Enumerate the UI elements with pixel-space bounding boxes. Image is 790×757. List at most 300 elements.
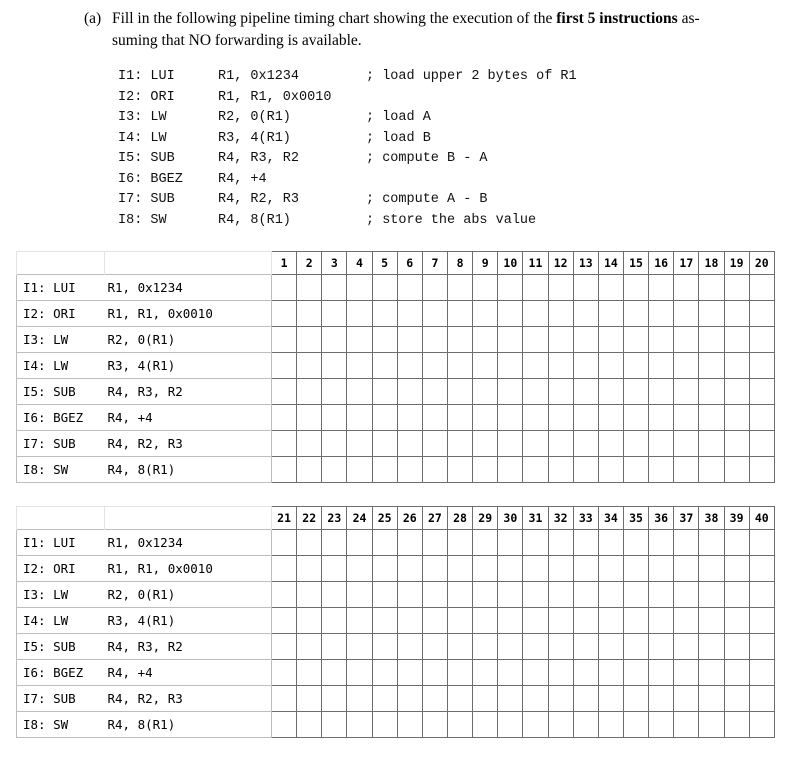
pipeline-stage-cell[interactable] bbox=[372, 301, 397, 327]
pipeline-stage-cell[interactable] bbox=[724, 405, 749, 431]
pipeline-stage-cell[interactable] bbox=[623, 686, 648, 712]
pipeline-stage-cell[interactable] bbox=[347, 457, 372, 483]
pipeline-stage-cell[interactable] bbox=[699, 530, 724, 556]
pipeline-stage-cell[interactable] bbox=[447, 582, 472, 608]
pipeline-stage-cell[interactable] bbox=[674, 353, 699, 379]
pipeline-stage-cell[interactable] bbox=[372, 457, 397, 483]
pipeline-stage-cell[interactable] bbox=[699, 431, 724, 457]
pipeline-stage-cell[interactable] bbox=[724, 608, 749, 634]
pipeline-stage-cell[interactable] bbox=[297, 712, 322, 738]
pipeline-stage-cell[interactable] bbox=[422, 582, 447, 608]
pipeline-stage-cell[interactable] bbox=[422, 379, 447, 405]
pipeline-stage-cell[interactable] bbox=[623, 353, 648, 379]
pipeline-stage-cell[interactable] bbox=[498, 686, 523, 712]
pipeline-stage-cell[interactable] bbox=[598, 608, 623, 634]
pipeline-stage-cell[interactable] bbox=[272, 353, 297, 379]
pipeline-stage-cell[interactable] bbox=[347, 634, 372, 660]
pipeline-stage-cell[interactable] bbox=[397, 431, 422, 457]
pipeline-stage-cell[interactable] bbox=[749, 457, 774, 483]
pipeline-stage-cell[interactable] bbox=[674, 608, 699, 634]
pipeline-stage-cell[interactable] bbox=[473, 405, 498, 431]
pipeline-stage-cell[interactable] bbox=[397, 530, 422, 556]
pipeline-stage-cell[interactable] bbox=[573, 431, 598, 457]
pipeline-stage-cell[interactable] bbox=[473, 556, 498, 582]
pipeline-stage-cell[interactable] bbox=[548, 457, 573, 483]
pipeline-stage-cell[interactable] bbox=[372, 686, 397, 712]
pipeline-stage-cell[interactable] bbox=[447, 530, 472, 556]
pipeline-stage-cell[interactable] bbox=[297, 301, 322, 327]
pipeline-stage-cell[interactable] bbox=[523, 686, 548, 712]
pipeline-stage-cell[interactable] bbox=[473, 457, 498, 483]
pipeline-stage-cell[interactable] bbox=[372, 634, 397, 660]
pipeline-stage-cell[interactable] bbox=[548, 275, 573, 301]
pipeline-stage-cell[interactable] bbox=[649, 457, 674, 483]
pipeline-stage-cell[interactable] bbox=[422, 660, 447, 686]
pipeline-stage-cell[interactable] bbox=[623, 712, 648, 738]
pipeline-stage-cell[interactable] bbox=[623, 327, 648, 353]
pipeline-stage-cell[interactable] bbox=[297, 327, 322, 353]
pipeline-stage-cell[interactable] bbox=[749, 686, 774, 712]
pipeline-stage-cell[interactable] bbox=[498, 660, 523, 686]
pipeline-stage-cell[interactable] bbox=[272, 686, 297, 712]
pipeline-stage-cell[interactable] bbox=[498, 457, 523, 483]
pipeline-stage-cell[interactable] bbox=[347, 582, 372, 608]
pipeline-stage-cell[interactable] bbox=[397, 712, 422, 738]
pipeline-stage-cell[interactable] bbox=[724, 301, 749, 327]
pipeline-stage-cell[interactable] bbox=[573, 530, 598, 556]
pipeline-stage-cell[interactable] bbox=[447, 379, 472, 405]
pipeline-stage-cell[interactable] bbox=[548, 712, 573, 738]
pipeline-stage-cell[interactable] bbox=[598, 660, 623, 686]
pipeline-stage-cell[interactable] bbox=[447, 405, 472, 431]
pipeline-stage-cell[interactable] bbox=[297, 275, 322, 301]
pipeline-stage-cell[interactable] bbox=[598, 275, 623, 301]
pipeline-stage-cell[interactable] bbox=[397, 301, 422, 327]
pipeline-stage-cell[interactable] bbox=[573, 582, 598, 608]
pipeline-stage-cell[interactable] bbox=[548, 379, 573, 405]
pipeline-stage-cell[interactable] bbox=[422, 275, 447, 301]
pipeline-stage-cell[interactable] bbox=[322, 431, 347, 457]
pipeline-stage-cell[interactable] bbox=[724, 660, 749, 686]
pipeline-stage-cell[interactable] bbox=[548, 556, 573, 582]
pipeline-stage-cell[interactable] bbox=[372, 379, 397, 405]
pipeline-stage-cell[interactable] bbox=[347, 608, 372, 634]
pipeline-stage-cell[interactable] bbox=[699, 327, 724, 353]
pipeline-stage-cell[interactable] bbox=[347, 686, 372, 712]
pipeline-stage-cell[interactable] bbox=[397, 582, 422, 608]
pipeline-stage-cell[interactable] bbox=[473, 686, 498, 712]
pipeline-stage-cell[interactable] bbox=[523, 556, 548, 582]
pipeline-stage-cell[interactable] bbox=[498, 608, 523, 634]
pipeline-stage-cell[interactable] bbox=[422, 712, 447, 738]
pipeline-stage-cell[interactable] bbox=[699, 712, 724, 738]
pipeline-stage-cell[interactable] bbox=[422, 686, 447, 712]
pipeline-stage-cell[interactable] bbox=[347, 275, 372, 301]
pipeline-stage-cell[interactable] bbox=[272, 556, 297, 582]
pipeline-stage-cell[interactable] bbox=[498, 327, 523, 353]
pipeline-stage-cell[interactable] bbox=[397, 608, 422, 634]
pipeline-stage-cell[interactable] bbox=[473, 275, 498, 301]
pipeline-stage-cell[interactable] bbox=[749, 405, 774, 431]
pipeline-stage-cell[interactable] bbox=[623, 660, 648, 686]
pipeline-stage-cell[interactable] bbox=[272, 379, 297, 405]
pipeline-stage-cell[interactable] bbox=[598, 530, 623, 556]
pipeline-stage-cell[interactable] bbox=[548, 634, 573, 660]
pipeline-stage-cell[interactable] bbox=[523, 608, 548, 634]
pipeline-stage-cell[interactable] bbox=[372, 405, 397, 431]
pipeline-stage-cell[interactable] bbox=[447, 457, 472, 483]
pipeline-stage-cell[interactable] bbox=[347, 431, 372, 457]
pipeline-stage-cell[interactable] bbox=[498, 405, 523, 431]
pipeline-stage-cell[interactable] bbox=[623, 608, 648, 634]
pipeline-stage-cell[interactable] bbox=[674, 686, 699, 712]
pipeline-stage-cell[interactable] bbox=[548, 608, 573, 634]
pipeline-stage-cell[interactable] bbox=[699, 405, 724, 431]
pipeline-stage-cell[interactable] bbox=[573, 327, 598, 353]
pipeline-stage-cell[interactable] bbox=[649, 301, 674, 327]
pipeline-stage-cell[interactable] bbox=[372, 353, 397, 379]
pipeline-stage-cell[interactable] bbox=[498, 556, 523, 582]
pipeline-stage-cell[interactable] bbox=[674, 556, 699, 582]
pipeline-stage-cell[interactable] bbox=[623, 431, 648, 457]
pipeline-stage-cell[interactable] bbox=[699, 608, 724, 634]
pipeline-stage-cell[interactable] bbox=[347, 660, 372, 686]
pipeline-stage-cell[interactable] bbox=[649, 353, 674, 379]
pipeline-stage-cell[interactable] bbox=[523, 301, 548, 327]
pipeline-stage-cell[interactable] bbox=[523, 712, 548, 738]
pipeline-stage-cell[interactable] bbox=[372, 582, 397, 608]
pipeline-stage-cell[interactable] bbox=[322, 686, 347, 712]
pipeline-stage-cell[interactable] bbox=[473, 634, 498, 660]
pipeline-stage-cell[interactable] bbox=[322, 275, 347, 301]
pipeline-stage-cell[interactable] bbox=[749, 634, 774, 660]
pipeline-stage-cell[interactable] bbox=[623, 301, 648, 327]
pipeline-stage-cell[interactable] bbox=[699, 582, 724, 608]
pipeline-stage-cell[interactable] bbox=[649, 530, 674, 556]
pipeline-stage-cell[interactable] bbox=[724, 712, 749, 738]
pipeline-stage-cell[interactable] bbox=[372, 712, 397, 738]
pipeline-stage-cell[interactable] bbox=[447, 556, 472, 582]
pipeline-stage-cell[interactable] bbox=[548, 405, 573, 431]
pipeline-stage-cell[interactable] bbox=[322, 353, 347, 379]
pipeline-stage-cell[interactable] bbox=[749, 530, 774, 556]
pipeline-stage-cell[interactable] bbox=[649, 556, 674, 582]
pipeline-stage-cell[interactable] bbox=[473, 660, 498, 686]
pipeline-stage-cell[interactable] bbox=[473, 712, 498, 738]
pipeline-stage-cell[interactable] bbox=[272, 301, 297, 327]
pipeline-stage-cell[interactable] bbox=[724, 327, 749, 353]
pipeline-stage-cell[interactable] bbox=[523, 275, 548, 301]
pipeline-stage-cell[interactable] bbox=[573, 405, 598, 431]
pipeline-stage-cell[interactable] bbox=[322, 457, 347, 483]
pipeline-stage-cell[interactable] bbox=[548, 660, 573, 686]
pipeline-stage-cell[interactable] bbox=[649, 582, 674, 608]
pipeline-stage-cell[interactable] bbox=[523, 634, 548, 660]
pipeline-stage-cell[interactable] bbox=[297, 405, 322, 431]
pipeline-stage-cell[interactable] bbox=[623, 556, 648, 582]
pipeline-stage-cell[interactable] bbox=[272, 327, 297, 353]
pipeline-stage-cell[interactable] bbox=[447, 686, 472, 712]
pipeline-stage-cell[interactable] bbox=[749, 582, 774, 608]
pipeline-stage-cell[interactable] bbox=[724, 457, 749, 483]
pipeline-stage-cell[interactable] bbox=[523, 530, 548, 556]
pipeline-stage-cell[interactable] bbox=[548, 353, 573, 379]
pipeline-stage-cell[interactable] bbox=[674, 405, 699, 431]
pipeline-stage-cell[interactable] bbox=[447, 275, 472, 301]
pipeline-stage-cell[interactable] bbox=[372, 608, 397, 634]
pipeline-stage-cell[interactable] bbox=[473, 608, 498, 634]
pipeline-stage-cell[interactable] bbox=[573, 608, 598, 634]
pipeline-stage-cell[interactable] bbox=[674, 660, 699, 686]
pipeline-stage-cell[interactable] bbox=[272, 457, 297, 483]
pipeline-stage-cell[interactable] bbox=[749, 327, 774, 353]
pipeline-stage-cell[interactable] bbox=[272, 405, 297, 431]
pipeline-stage-cell[interactable] bbox=[548, 686, 573, 712]
pipeline-stage-cell[interactable] bbox=[699, 379, 724, 405]
pipeline-stage-cell[interactable] bbox=[347, 405, 372, 431]
pipeline-stage-cell[interactable] bbox=[297, 556, 322, 582]
pipeline-stage-cell[interactable] bbox=[548, 431, 573, 457]
pipeline-stage-cell[interactable] bbox=[347, 379, 372, 405]
pipeline-stage-cell[interactable] bbox=[473, 379, 498, 405]
pipeline-stage-cell[interactable] bbox=[598, 582, 623, 608]
pipeline-stage-cell[interactable] bbox=[372, 556, 397, 582]
pipeline-stage-cell[interactable] bbox=[573, 379, 598, 405]
pipeline-stage-cell[interactable] bbox=[422, 301, 447, 327]
pipeline-stage-cell[interactable] bbox=[322, 379, 347, 405]
pipeline-stage-cell[interactable] bbox=[649, 712, 674, 738]
pipeline-stage-cell[interactable] bbox=[422, 608, 447, 634]
pipeline-stage-cell[interactable] bbox=[498, 530, 523, 556]
pipeline-stage-cell[interactable] bbox=[749, 275, 774, 301]
pipeline-stage-cell[interactable] bbox=[649, 275, 674, 301]
pipeline-stage-cell[interactable] bbox=[297, 634, 322, 660]
pipeline-stage-cell[interactable] bbox=[598, 327, 623, 353]
pipeline-stage-cell[interactable] bbox=[397, 275, 422, 301]
pipeline-stage-cell[interactable] bbox=[548, 327, 573, 353]
pipeline-stage-cell[interactable] bbox=[422, 530, 447, 556]
pipeline-stage-cell[interactable] bbox=[523, 660, 548, 686]
pipeline-stage-cell[interactable] bbox=[699, 686, 724, 712]
pipeline-stage-cell[interactable] bbox=[498, 301, 523, 327]
pipeline-stage-cell[interactable] bbox=[347, 353, 372, 379]
pipeline-stage-cell[interactable] bbox=[347, 301, 372, 327]
pipeline-stage-cell[interactable] bbox=[674, 457, 699, 483]
pipeline-stage-cell[interactable] bbox=[623, 530, 648, 556]
pipeline-stage-cell[interactable] bbox=[598, 379, 623, 405]
pipeline-stage-cell[interactable] bbox=[573, 634, 598, 660]
pipeline-stage-cell[interactable] bbox=[473, 327, 498, 353]
pipeline-stage-cell[interactable] bbox=[598, 405, 623, 431]
pipeline-stage-cell[interactable] bbox=[649, 608, 674, 634]
pipeline-stage-cell[interactable] bbox=[749, 379, 774, 405]
pipeline-stage-cell[interactable] bbox=[297, 379, 322, 405]
pipeline-stage-cell[interactable] bbox=[598, 556, 623, 582]
pipeline-stage-cell[interactable] bbox=[573, 712, 598, 738]
pipeline-stage-cell[interactable] bbox=[674, 275, 699, 301]
pipeline-stage-cell[interactable] bbox=[297, 353, 322, 379]
pipeline-stage-cell[interactable] bbox=[598, 634, 623, 660]
pipeline-stage-cell[interactable] bbox=[598, 712, 623, 738]
pipeline-stage-cell[interactable] bbox=[548, 582, 573, 608]
pipeline-stage-cell[interactable] bbox=[422, 634, 447, 660]
pipeline-stage-cell[interactable] bbox=[523, 457, 548, 483]
pipeline-stage-cell[interactable] bbox=[573, 457, 598, 483]
pipeline-stage-cell[interactable] bbox=[724, 556, 749, 582]
pipeline-stage-cell[interactable] bbox=[573, 660, 598, 686]
pipeline-stage-cell[interactable] bbox=[649, 686, 674, 712]
pipeline-stage-cell[interactable] bbox=[649, 431, 674, 457]
pipeline-stage-cell[interactable] bbox=[649, 634, 674, 660]
pipeline-stage-cell[interactable] bbox=[297, 431, 322, 457]
pipeline-stage-cell[interactable] bbox=[272, 608, 297, 634]
pipeline-stage-cell[interactable] bbox=[272, 530, 297, 556]
pipeline-stage-cell[interactable] bbox=[598, 457, 623, 483]
pipeline-stage-cell[interactable] bbox=[372, 275, 397, 301]
pipeline-stage-cell[interactable] bbox=[523, 379, 548, 405]
pipeline-stage-cell[interactable] bbox=[498, 379, 523, 405]
pipeline-stage-cell[interactable] bbox=[272, 275, 297, 301]
pipeline-stage-cell[interactable] bbox=[523, 327, 548, 353]
pipeline-stage-cell[interactable] bbox=[699, 634, 724, 660]
pipeline-stage-cell[interactable] bbox=[523, 405, 548, 431]
pipeline-stage-cell[interactable] bbox=[674, 379, 699, 405]
pipeline-stage-cell[interactable] bbox=[372, 660, 397, 686]
pipeline-stage-cell[interactable] bbox=[297, 608, 322, 634]
pipeline-stage-cell[interactable] bbox=[573, 275, 598, 301]
pipeline-stage-cell[interactable] bbox=[674, 582, 699, 608]
pipeline-stage-cell[interactable] bbox=[372, 327, 397, 353]
pipeline-stage-cell[interactable] bbox=[523, 431, 548, 457]
pipeline-stage-cell[interactable] bbox=[322, 660, 347, 686]
pipeline-stage-cell[interactable] bbox=[573, 353, 598, 379]
pipeline-stage-cell[interactable] bbox=[724, 379, 749, 405]
pipeline-stage-cell[interactable] bbox=[623, 405, 648, 431]
pipeline-stage-cell[interactable] bbox=[473, 353, 498, 379]
pipeline-stage-cell[interactable] bbox=[272, 712, 297, 738]
pipeline-stage-cell[interactable] bbox=[674, 327, 699, 353]
pipeline-stage-cell[interactable] bbox=[724, 353, 749, 379]
pipeline-stage-cell[interactable] bbox=[623, 275, 648, 301]
pipeline-stage-cell[interactable] bbox=[573, 686, 598, 712]
pipeline-stage-cell[interactable] bbox=[447, 634, 472, 660]
pipeline-stage-cell[interactable] bbox=[699, 301, 724, 327]
pipeline-stage-cell[interactable] bbox=[573, 301, 598, 327]
pipeline-stage-cell[interactable] bbox=[649, 405, 674, 431]
pipeline-stage-cell[interactable] bbox=[699, 353, 724, 379]
pipeline-stage-cell[interactable] bbox=[447, 431, 472, 457]
pipeline-stage-cell[interactable] bbox=[447, 327, 472, 353]
pipeline-stage-cell[interactable] bbox=[447, 301, 472, 327]
pipeline-stage-cell[interactable] bbox=[422, 405, 447, 431]
pipeline-stage-cell[interactable] bbox=[649, 660, 674, 686]
pipeline-stage-cell[interactable] bbox=[749, 353, 774, 379]
pipeline-stage-cell[interactable] bbox=[297, 660, 322, 686]
pipeline-stage-cell[interactable] bbox=[623, 634, 648, 660]
pipeline-stage-cell[interactable] bbox=[322, 634, 347, 660]
pipeline-stage-cell[interactable] bbox=[447, 712, 472, 738]
pipeline-stage-cell[interactable] bbox=[297, 582, 322, 608]
pipeline-stage-cell[interactable] bbox=[422, 353, 447, 379]
pipeline-stage-cell[interactable] bbox=[372, 431, 397, 457]
pipeline-stage-cell[interactable] bbox=[523, 582, 548, 608]
pipeline-stage-cell[interactable] bbox=[397, 379, 422, 405]
pipeline-stage-cell[interactable] bbox=[724, 582, 749, 608]
pipeline-stage-cell[interactable] bbox=[322, 530, 347, 556]
pipeline-stage-cell[interactable] bbox=[322, 712, 347, 738]
pipeline-stage-cell[interactable] bbox=[623, 379, 648, 405]
pipeline-stage-cell[interactable] bbox=[297, 457, 322, 483]
pipeline-stage-cell[interactable] bbox=[397, 686, 422, 712]
pipeline-stage-cell[interactable] bbox=[699, 660, 724, 686]
pipeline-stage-cell[interactable] bbox=[397, 457, 422, 483]
pipeline-stage-cell[interactable] bbox=[724, 275, 749, 301]
pipeline-stage-cell[interactable] bbox=[422, 431, 447, 457]
pipeline-stage-cell[interactable] bbox=[749, 301, 774, 327]
pipeline-stage-cell[interactable] bbox=[598, 431, 623, 457]
pipeline-stage-cell[interactable] bbox=[347, 530, 372, 556]
pipeline-stage-cell[interactable] bbox=[724, 530, 749, 556]
pipeline-stage-cell[interactable] bbox=[623, 457, 648, 483]
pipeline-stage-cell[interactable] bbox=[422, 457, 447, 483]
pipeline-stage-cell[interactable] bbox=[297, 530, 322, 556]
pipeline-stage-cell[interactable] bbox=[498, 275, 523, 301]
pipeline-stage-cell[interactable] bbox=[674, 634, 699, 660]
pipeline-stage-cell[interactable] bbox=[749, 431, 774, 457]
pipeline-stage-cell[interactable] bbox=[447, 608, 472, 634]
pipeline-stage-cell[interactable] bbox=[347, 712, 372, 738]
pipeline-stage-cell[interactable] bbox=[498, 353, 523, 379]
pipeline-stage-cell[interactable] bbox=[523, 353, 548, 379]
pipeline-stage-cell[interactable] bbox=[397, 634, 422, 660]
pipeline-stage-cell[interactable] bbox=[272, 582, 297, 608]
pipeline-stage-cell[interactable] bbox=[297, 686, 322, 712]
pipeline-stage-cell[interactable] bbox=[372, 530, 397, 556]
pipeline-stage-cell[interactable] bbox=[724, 634, 749, 660]
pipeline-stage-cell[interactable] bbox=[397, 556, 422, 582]
pipeline-stage-cell[interactable] bbox=[447, 353, 472, 379]
pipeline-stage-cell[interactable] bbox=[322, 327, 347, 353]
pipeline-stage-cell[interactable] bbox=[322, 301, 347, 327]
pipeline-stage-cell[interactable] bbox=[724, 431, 749, 457]
pipeline-stage-cell[interactable] bbox=[397, 660, 422, 686]
pipeline-stage-cell[interactable] bbox=[397, 327, 422, 353]
pipeline-stage-cell[interactable] bbox=[749, 660, 774, 686]
pipeline-stage-cell[interactable] bbox=[447, 660, 472, 686]
pipeline-stage-cell[interactable] bbox=[674, 301, 699, 327]
pipeline-stage-cell[interactable] bbox=[749, 556, 774, 582]
pipeline-stage-cell[interactable] bbox=[699, 556, 724, 582]
pipeline-stage-cell[interactable] bbox=[322, 405, 347, 431]
pipeline-stage-cell[interactable] bbox=[498, 634, 523, 660]
pipeline-stage-cell[interactable] bbox=[422, 327, 447, 353]
pipeline-stage-cell[interactable] bbox=[322, 582, 347, 608]
pipeline-stage-cell[interactable] bbox=[347, 327, 372, 353]
pipeline-stage-cell[interactable] bbox=[322, 608, 347, 634]
pipeline-stage-cell[interactable] bbox=[674, 712, 699, 738]
pipeline-stage-cell[interactable] bbox=[422, 556, 447, 582]
pipeline-stage-cell[interactable] bbox=[699, 275, 724, 301]
pipeline-stage-cell[interactable] bbox=[272, 660, 297, 686]
pipeline-stage-cell[interactable] bbox=[473, 431, 498, 457]
pipeline-stage-cell[interactable] bbox=[598, 353, 623, 379]
pipeline-stage-cell[interactable] bbox=[498, 431, 523, 457]
pipeline-stage-cell[interactable] bbox=[397, 353, 422, 379]
pipeline-stage-cell[interactable] bbox=[347, 556, 372, 582]
pipeline-stage-cell[interactable] bbox=[548, 301, 573, 327]
pipeline-stage-cell[interactable] bbox=[498, 582, 523, 608]
pipeline-stage-cell[interactable] bbox=[473, 582, 498, 608]
